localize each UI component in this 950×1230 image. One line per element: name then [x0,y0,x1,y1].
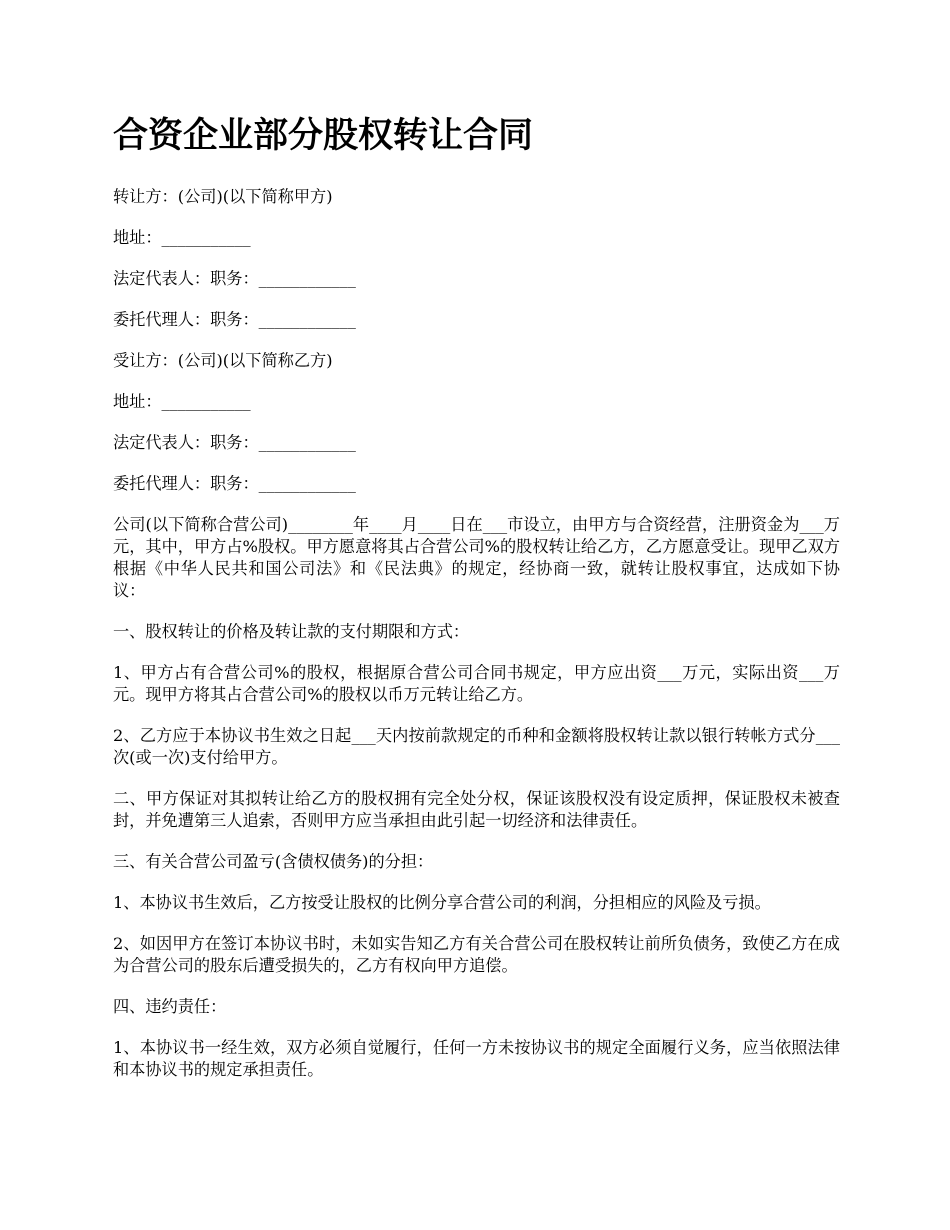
paragraph-transferee-agent: 委托代理人：职务：____________ [113,474,356,493]
clause-1-1: 1、甲方占有合营公司%的股权，根据原合营公司合同书规定，甲方应出资___万元，实际出资___万元。现甲方将其占合营公司%的股权以币万元转让给乙方。 [113,663,840,704]
section-heading-price-payment: 一、股权转让的价格及转让款的支付期限和方式： [113,622,470,641]
clause-3-2: 2、如因甲方在签订本协议书时，未如实告知乙方有关合营公司在股权转让前所负债务，致使乙方在成为合营公司的股东后遭受损失的，乙方有权向甲方追偿。 [113,934,840,975]
paragraph-transferor-address: 地址：___________ [113,228,251,247]
section-warranty: 二、甲方保证对其拟转让给乙方的股权拥有完全处分权，保证该股权没有设定质押，保证股权未被查封，并免遭第三人追索，否则甲方应当承担由此引起一切经济和法律责任。 [113,789,840,830]
paragraph-transferee-address: 地址：___________ [113,392,251,411]
clause-3-1: 1、本协议书生效后，乙方按受让股权的比例分享合营公司的利润，分担相应的风险及亏损。 [113,893,771,912]
clause-1-2: 2、乙方应于本协议书生效之日起___天内按前款规定的币种和金额将股权转让款以银行转帐方式分___次(或一次)支付给甲方。 [113,726,840,767]
paragraph-transferee-legal-rep: 法定代表人：职务：____________ [113,433,356,452]
section-heading-profit-loss: 三、有关合营公司盈亏(含债权债务)的分担： [113,852,434,871]
clause-4-1: 1、本协议书一经生效，双方必须自觉履行，任何一方未按协议书的规定全面履行义务，应当依照法律和本协议书的规定承担责任。 [113,1038,840,1079]
document-title: 合资企业部分股权转让合同 [113,116,534,156]
document-page [113,112,840,1100]
paragraph-preamble: 公司(以下简称合营公司)________年____月____日在___市设立，由甲方与合资经营，注册资金为___万元，其中，甲方占%股权。甲方愿意将其占合营公司%的股权转让给乙方，乙方愿意受让。现甲乙双方根据《中华人民共和国公司法》和《民法典》的规定，经协商一致，就转让股权事宜，达成如下协议： [113,515,840,600]
paragraph-transferor-agent: 委托代理人：职务：____________ [113,310,356,329]
paragraph-transferor-legal-rep: 法定代表人：职务：____________ [113,269,356,288]
paragraph-transferee: 受让方：(公司)(以下简称乙方) [113,351,333,370]
paragraph-transferor: 转让方：(公司)(以下简称甲方) [113,187,333,206]
section-heading-breach: 四、违约责任： [113,997,227,1016]
